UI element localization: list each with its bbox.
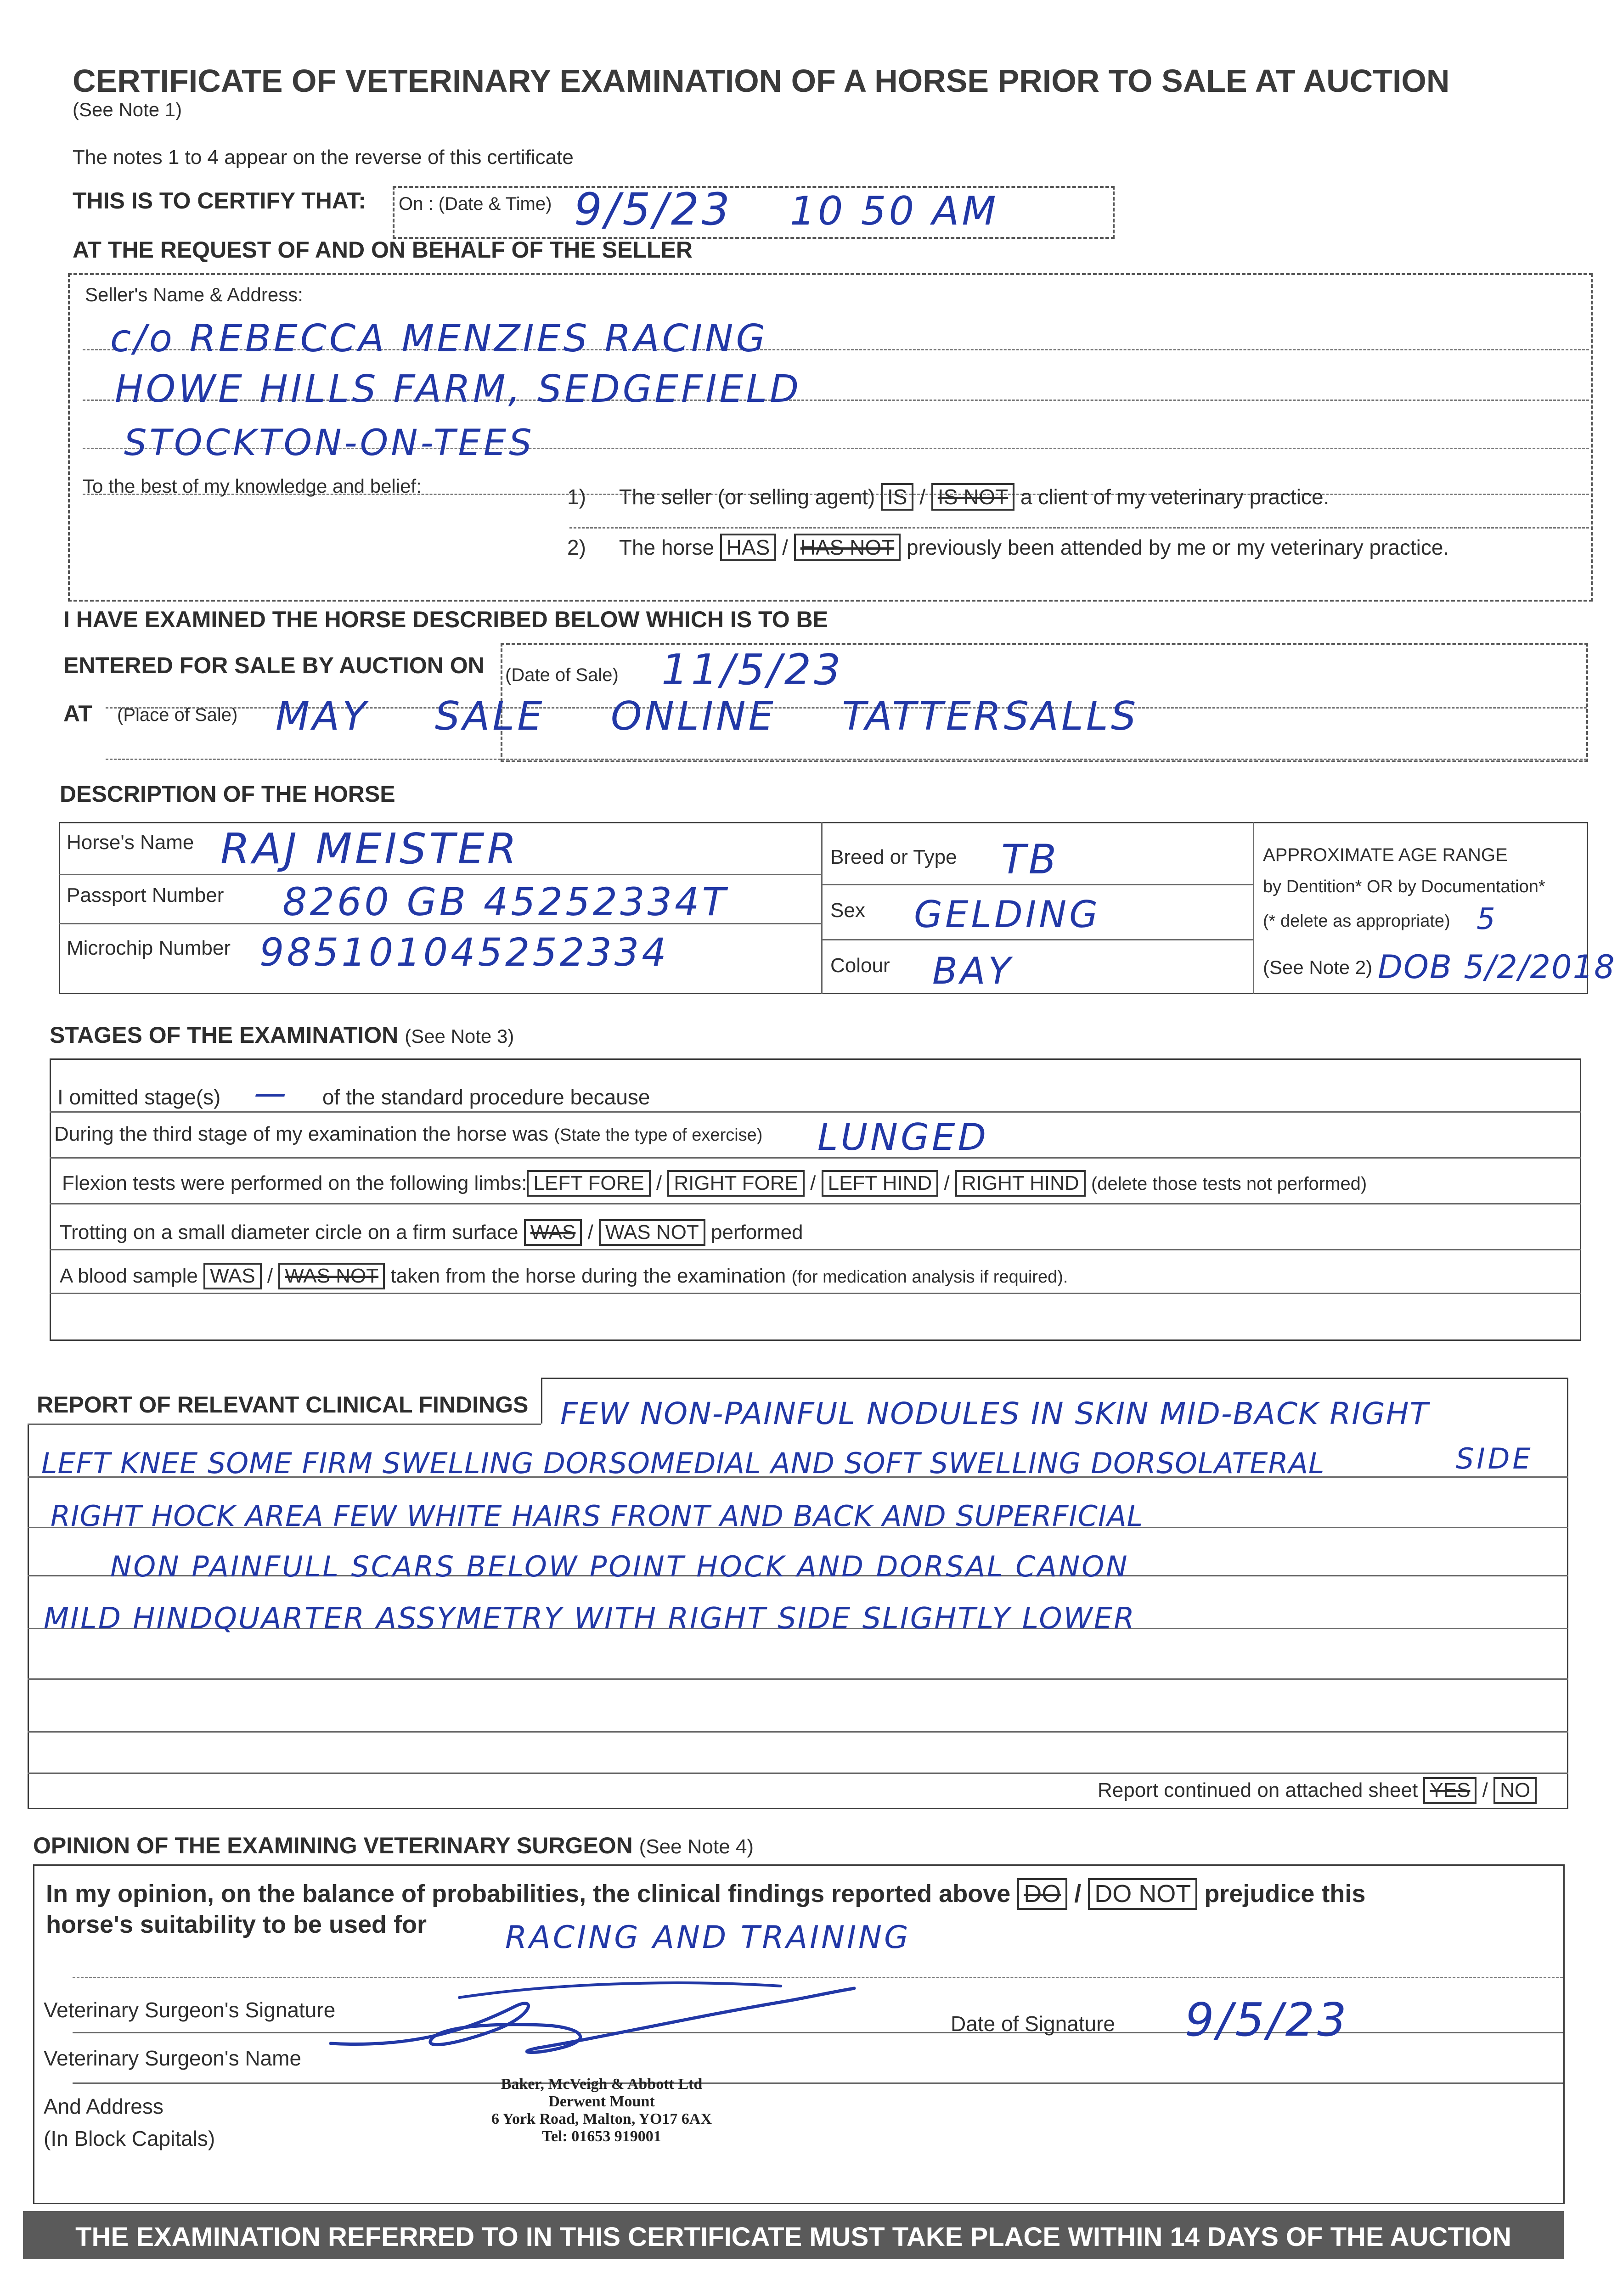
is-not-option[interactable]: IS NOT (931, 483, 1014, 511)
knowledge-label: To the best of my knowledge and belief: (83, 475, 422, 497)
passport-number[interactable]: 8260 GB 45252334T (282, 879, 728, 924)
item-2-tail: previously been attended by me or my veterinary practice. (906, 535, 1449, 559)
divider (50, 1203, 1581, 1204)
divider (28, 1678, 1568, 1680)
place-of-sale[interactable]: MAY SALE ONLINE TATTERSALLS (276, 693, 1139, 739)
finding-line-1[interactable]: LEFT KNEE SOME FIRM SWELLING DORSOMEDIAL AND SOFT SWELLING DORSOLATERAL (41, 1446, 1325, 1480)
stamp-line-3: 6 York Road, Malton, YO17 6AX (491, 2110, 712, 2127)
trot-was-option[interactable]: WAS (524, 1219, 582, 1246)
certify-label: THIS IS TO CERTIFY THAT: (73, 188, 366, 214)
divider (28, 1424, 541, 1425)
limb-right-hind[interactable]: RIGHT HIND (955, 1170, 1086, 1197)
flexion-label: Flexion tests were performed on the following limbs: (62, 1172, 527, 1194)
third-stage-hint: (State the type of exercise) (554, 1125, 763, 1145)
finding-line-1-side[interactable]: SIDE (1456, 1442, 1533, 1475)
flexion-tail: (delete those tests not performed) (1091, 1174, 1367, 1194)
opinion-text-2: prejudice this (1204, 1880, 1366, 1908)
opinion-heading: OPINION OF THE EXAMINING VETERINARY SURGEON (33, 1833, 633, 1858)
omitted-value[interactable]: — (254, 1075, 289, 1112)
exam-time[interactable]: 10 50 AM (790, 188, 999, 234)
stages-heading: STAGES OF THE EXAMINATION (50, 1022, 399, 1048)
item-2-text: The horse (619, 535, 714, 559)
third-stage-label: During the third stage of my examination the horse was (54, 1123, 549, 1145)
practice-stamp (464, 2076, 739, 2145)
request-heading: AT THE REQUEST OF AND ON BEHALF OF THE SELLER (73, 237, 693, 263)
seller-line-2[interactable]: HOWE HILLS FARM, SEDGEFIELD (115, 367, 802, 411)
report-continued-label: Report continued on attached sheet (1098, 1779, 1418, 1801)
see-note-3: (See Note 3) (405, 1025, 514, 1047)
examined-heading: I HAVE EXAMINED THE HORSE DESCRIBED BELOW WHICH IS TO BE (63, 607, 828, 632)
exam-date[interactable]: 9/5/23 (574, 184, 733, 235)
flexion-row: Flexion tests were performed on the following limbs: LEFT FORE / RIGHT FORE / LEFT HIND / RIGHT HIND (delete those tests not performed) (62, 1170, 1367, 1197)
horse-name-label: Horse's Name (67, 831, 194, 854)
report-continued-row: Report continued on attached sheet YES / NO (1098, 1777, 1537, 1804)
third-stage-row (54, 1123, 762, 1146)
divider (821, 884, 1253, 885)
divider (50, 1249, 1581, 1250)
date-of-sale[interactable]: 11/5/23 (661, 645, 844, 694)
dob[interactable]: DOB 5/2/2018 (1378, 948, 1616, 986)
divider (73, 1977, 1563, 1978)
finding-line-2[interactable]: RIGHT HOCK AREA FEW WHITE HAIRS FRONT AND BACK AND SUPERFICIAL (51, 1499, 1144, 1533)
age-by: by Dentition* OR by Documentation* (1263, 877, 1545, 896)
divider (821, 822, 823, 994)
date-of-sale-label: (Date of Sale) (505, 665, 619, 685)
findings-heading: REPORT OF RELEVANT CLINICAL FINDINGS (37, 1392, 529, 1418)
divider (569, 527, 1589, 529)
finding-line-4[interactable]: MILD HINDQUARTER ASSYMETRY WITH RIGHT SIDE SLIGHTLY LOWER (44, 1602, 1136, 1636)
trot-was-not-option[interactable]: WAS NOT (599, 1219, 705, 1246)
microchip-label: Microchip Number (67, 937, 231, 959)
horse-name[interactable]: RAJ MEISTER (220, 824, 519, 873)
is-option[interactable]: IS (881, 483, 913, 511)
blood-tail: taken from the horse during the examination (390, 1265, 786, 1287)
intended-purpose[interactable]: RACING AND TRAINING (505, 1919, 911, 1956)
continued-yes-option[interactable]: YES (1423, 1777, 1476, 1804)
exercise-type[interactable]: LUNGED (817, 1116, 989, 1159)
continued-no-option[interactable]: NO (1493, 1777, 1537, 1804)
opinion-text-3: horse's suitability to be used for (46, 1911, 427, 1938)
divider (59, 874, 821, 875)
passport-label: Passport Number (67, 884, 224, 906)
knowledge-item-1: 1) The seller (or selling agent) IS / IS NOT a client of my veterinary practice. (567, 483, 1329, 511)
trotting-label: Trotting on a small diameter circle on a firm surface (60, 1221, 518, 1244)
block-capitals-label: (In Block Capitals) (44, 2127, 215, 2150)
divider (1253, 822, 1254, 994)
stamp-line-4: Tel: 01653 919001 (542, 2128, 661, 2145)
item-1-number: 1) (567, 485, 586, 509)
entered-label: ENTERED FOR SALE BY AUCTION ON (63, 653, 485, 678)
item-2-number: 2) (567, 535, 586, 559)
seller-label: Seller's Name & Address: (85, 284, 303, 305)
signature-label: Veterinary Surgeon's Signature (44, 1998, 336, 2022)
blood-hint: (for medication analysis if required). (791, 1267, 1068, 1287)
opinion-text-1: In my opinion, on the balance of probabilities, the clinical findings reported above (46, 1880, 1011, 1908)
blood-label: A blood sample (60, 1265, 198, 1287)
see-note-2: (See Note 2) (1263, 957, 1373, 978)
item-1-text: The seller (or selling agent) (619, 485, 875, 509)
microchip-number[interactable]: 985101045252334 (259, 930, 669, 975)
limb-left-hind[interactable]: LEFT HIND (822, 1170, 939, 1197)
footer-text: THE EXAMINATION REFERRED TO IN THIS CERTIFICATE MUST TAKE PLACE WITHIN 14 DAYS OF THE AUCTION (75, 2222, 1511, 2252)
finding-line-3[interactable]: NON PAINFULL SCARS BELOW POINT HOCK AND DORSAL CANON (110, 1550, 1129, 1583)
age-heading: APPROXIMATE AGE RANGE (1263, 845, 1508, 865)
do-not-option[interactable]: DO NOT (1088, 1878, 1197, 1910)
signature-date[interactable]: 9/5/23 (1185, 1993, 1349, 2047)
colour-label: Colour (830, 954, 890, 977)
on-label: On : (Date & Time) (399, 194, 552, 214)
has-not-option[interactable]: HAS NOT (794, 534, 901, 561)
blood-row: A blood sample WAS / WAS NOT taken from the horse during the examination (for medication analysis if required). (60, 1263, 1068, 1289)
has-option[interactable]: HAS (720, 534, 777, 561)
divider (106, 759, 1587, 760)
item-1-tail: a client of my veterinary practice. (1020, 485, 1330, 509)
stamp-line-2: Derwent Mount (548, 2093, 655, 2110)
stamp-line-1: Baker, McVeigh & Abbott Ltd (501, 2076, 703, 2093)
vet-signature (321, 1979, 873, 2071)
divider (73, 2082, 1563, 2084)
signature-date-label: Date of Signature (951, 2012, 1116, 2036)
seller-line-1[interactable]: c/o REBECCA MENZIES RACING (110, 317, 768, 360)
limb-left-fore[interactable]: LEFT FORE (527, 1170, 650, 1197)
do-option[interactable]: DO (1017, 1878, 1067, 1910)
see-note-1: (See Note 1) (73, 99, 182, 120)
blood-was-option[interactable]: WAS (203, 1263, 262, 1289)
at-label: AT (63, 701, 92, 726)
omitted-row (57, 1075, 650, 1112)
opinion-title (33, 1832, 754, 1859)
place-of-sale-label: (Place of Sale) (117, 705, 238, 725)
divider (28, 1773, 1568, 1774)
knowledge-item-2: 2) The horse HAS / HAS NOT previously been attended by me or my veterinary practice. (567, 534, 1449, 561)
blood-was-not-option[interactable]: WAS NOT (278, 1263, 385, 1289)
trotting-row: Trotting on a small diameter circle on a firm surface WAS / WAS NOT performed (60, 1219, 803, 1246)
colour[interactable]: BAY (932, 950, 1014, 992)
sex[interactable]: GELDING (914, 893, 1101, 936)
age-value[interactable]: 5 (1476, 902, 1498, 936)
stages-title (50, 1022, 514, 1048)
vet-address-label: And Address (44, 2094, 163, 2118)
description-heading: DESCRIPTION OF THE HORSE (60, 781, 395, 807)
vet-name-label: Veterinary Surgeon's Name (44, 2046, 302, 2070)
omitted-label: I omitted stage(s) (57, 1085, 221, 1109)
breed-label: Breed or Type (830, 846, 957, 868)
omitted-tail: of the standard procedure because (322, 1085, 650, 1109)
sex-label: Sex (830, 899, 865, 922)
notes-line: The notes 1 to 4 appear on the reverse of this certificate (73, 146, 574, 169)
opinion-text-row: In my opinion, on the balance of probabilities, the clinical findings reported above DO / DO NOT prejudice this (46, 1878, 1365, 1910)
limb-right-fore[interactable]: RIGHT FORE (667, 1170, 805, 1197)
finding-line-0[interactable]: FEW NON-PAINFUL NODULES IN SKIN MID-BACK RIGHT (560, 1396, 1429, 1431)
divider (28, 1731, 1568, 1733)
seller-line-3[interactable]: STOCKTON-ON-TEES (124, 422, 535, 464)
see-note-4: (See Note 4) (639, 1835, 754, 1858)
trotting-tail: performed (710, 1221, 803, 1244)
divider (50, 1293, 1581, 1294)
breed[interactable]: TB (1001, 836, 1059, 883)
divider (50, 1157, 1581, 1159)
certificate-title: CERTIFICATE OF VETERINARY EXAMINATION OF A HORSE PRIOR TO SALE AT AUCTION (73, 63, 1450, 99)
divider (821, 939, 1253, 940)
age-delete: (* delete as appropriate) (1263, 912, 1450, 931)
